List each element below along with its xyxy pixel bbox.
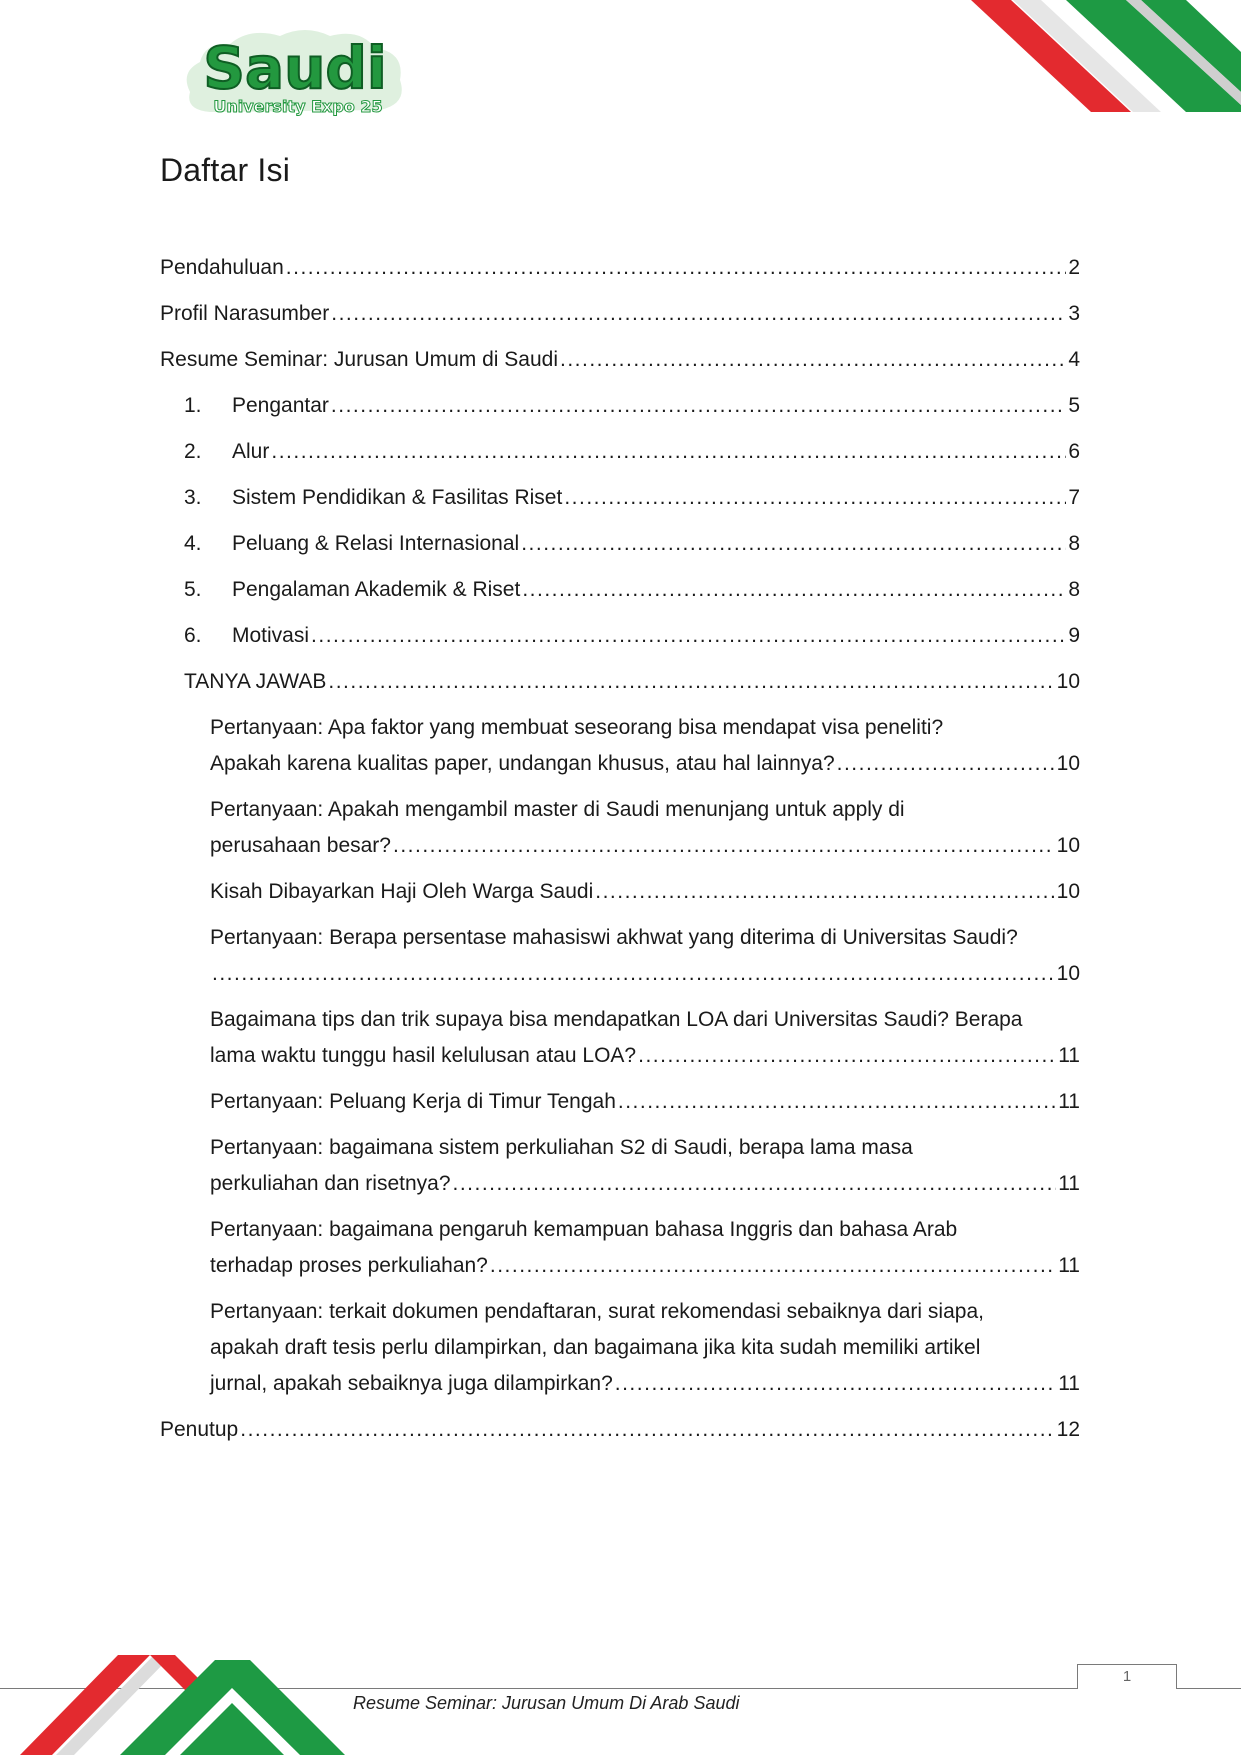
- dot-leader: [560, 342, 1066, 378]
- toc-entry[interactable]: [160, 1212, 1080, 1284]
- dot-leader: [490, 1248, 1056, 1284]
- toc-entry-label-cont: perkuliahan dan risetnya?: [210, 1172, 451, 1195]
- toc-page-number: 10: [1056, 670, 1080, 693]
- toc-entry-label-cont: perusahaan besar?: [210, 834, 391, 857]
- toc-entry-label: Pertanyaan: bagaimana sistem perkuliahan S2 di Saudi, berapa lama masa: [210, 1136, 913, 1159]
- toc-page-number: 11: [1058, 1372, 1080, 1395]
- toc-entry-label: Pertanyaan: Berapa persentase mahasiswi akhwat yang diterima di Universitas Saudi?: [210, 926, 1018, 949]
- toc-entry[interactable]: [160, 1084, 1080, 1120]
- toc-entry-number: 4.: [184, 532, 202, 555]
- logo-word: Saudi: [203, 34, 387, 102]
- table-of-contents: [160, 250, 1080, 1458]
- toc-entry-label: Bagaimana tips dan trik supaya bisa mendapatkan LOA dari Universitas Saudi? Berapa: [210, 1008, 1023, 1031]
- toc-entry[interactable]: [160, 526, 1080, 562]
- toc-entry-label: Peluang & Relasi Internasional: [232, 532, 520, 555]
- toc-entry[interactable]: [160, 710, 1080, 782]
- toc-page-number: 3: [1068, 302, 1080, 325]
- toc-page-number: 2: [1068, 256, 1080, 279]
- toc-entry[interactable]: [160, 920, 1080, 992]
- toc-page-number: 10: [1056, 752, 1080, 775]
- toc-page-number: 10: [1056, 834, 1080, 857]
- toc-page-number: 11: [1058, 1044, 1080, 1067]
- dot-leader: [595, 874, 1054, 910]
- toc-page-number: 11: [1058, 1172, 1080, 1195]
- page-number: 1: [1077, 1664, 1177, 1689]
- toc-entry[interactable]: [160, 618, 1080, 654]
- toc-entry-label: Alur: [232, 440, 270, 463]
- footer-running-title: Resume Seminar: Jurusan Umum Di Arab Saudi: [353, 1693, 740, 1713]
- toc-page-number: 9: [1068, 624, 1080, 647]
- toc-entry-label: Resume Seminar: Jurusan Umum di Saudi: [160, 348, 558, 371]
- dot-leader: [331, 388, 1066, 424]
- toc-page-number: 4: [1068, 348, 1080, 371]
- toc-entry-label-cont: Apakah karena kualitas paper, undangan khusus, atau hal lainnya?: [210, 752, 835, 775]
- toc-entry[interactable]: [160, 664, 1080, 700]
- toc-entry-label: TANYA JAWAB: [184, 670, 327, 693]
- dot-leader: [311, 618, 1066, 654]
- toc-entry-label: Motivasi: [232, 624, 310, 647]
- toc-entry-label-cont: jurnal, apakah sebaiknya juga dilampirkan?: [210, 1372, 613, 1395]
- toc-entry-label-cont: apakah draft tesis perlu dilampirkan, dan bagaimana jika kita sudah memiliki artikel: [210, 1336, 981, 1359]
- toc-entry-label: Pertanyaan: Apakah mengambil master di Saudi menunjang untuk apply di: [210, 798, 905, 821]
- toc-page-number: 10: [1056, 962, 1080, 985]
- toc-entry[interactable]: [160, 1294, 1080, 1402]
- toc-entry-label: Pertanyaan: Peluang Kerja di Timur Tengah: [210, 1090, 616, 1113]
- toc-entry-label: Pengalaman Akademik & Riset: [232, 578, 521, 601]
- toc-entry[interactable]: [160, 250, 1080, 286]
- dot-leader: [212, 956, 1055, 992]
- toc-page-number: 8: [1068, 578, 1080, 601]
- toc-entry-number: 2.: [184, 440, 202, 463]
- toc-entry[interactable]: [160, 434, 1080, 470]
- saudi-university-expo-logo: [180, 22, 410, 122]
- dot-leader: [286, 250, 1067, 286]
- dot-leader: [564, 480, 1066, 516]
- dot-leader: [393, 828, 1055, 864]
- toc-page-number: 11: [1058, 1254, 1080, 1277]
- toc-entry-label: Pertanyaan: terkait dokumen pendaftaran, surat rekomendasi sebaiknya dari siapa,: [210, 1300, 984, 1323]
- bottom-ribbon-decoration: [0, 1655, 360, 1755]
- toc-page-number: 6: [1068, 440, 1080, 463]
- toc-entry[interactable]: [160, 388, 1080, 424]
- toc-entry[interactable]: [160, 296, 1080, 332]
- toc-entry[interactable]: [160, 1412, 1080, 1448]
- toc-entry-number: 1.: [184, 394, 202, 417]
- dot-leader: [837, 746, 1055, 782]
- dot-leader: [331, 296, 1066, 332]
- top-ribbon-decoration: [971, 0, 1241, 112]
- logo-tagline: University Expo 25: [213, 97, 383, 116]
- dot-leader: [328, 664, 1054, 700]
- toc-entry-label: Pendahuluan: [160, 256, 284, 279]
- toc-entry-label: Pertanyaan: bagaimana pengaruh kemampuan bahasa Inggris dan bahasa Arab: [210, 1218, 958, 1241]
- toc-entry-number: 5.: [184, 578, 202, 601]
- toc-page-number: 8: [1068, 532, 1080, 555]
- toc-entry-label: Pengantar: [232, 394, 329, 417]
- toc-entry[interactable]: [160, 874, 1080, 910]
- toc-entry-label: Pertanyaan: Apa faktor yang membuat seseorang bisa mendapat visa peneliti?: [210, 716, 944, 739]
- toc-entry-label: Penutup: [160, 1418, 239, 1441]
- toc-entry[interactable]: [160, 1130, 1080, 1202]
- toc-entry[interactable]: [160, 480, 1080, 516]
- dot-leader: [453, 1166, 1057, 1202]
- toc-entry[interactable]: [160, 572, 1080, 608]
- toc-entry-label-cont: terhadap proses perkuliahan?: [210, 1254, 488, 1277]
- toc-entry-label: Sistem Pendidikan & Fasilitas Riset: [232, 486, 563, 509]
- toc-entry-label-cont: lama waktu tunggu hasil kelulusan atau LOA?: [210, 1044, 637, 1067]
- toc-page-number: 12: [1056, 1418, 1080, 1441]
- dot-leader: [240, 1412, 1054, 1448]
- dot-leader: [522, 572, 1066, 608]
- dot-leader: [615, 1366, 1056, 1402]
- toc-title: Daftar Isi: [160, 152, 291, 188]
- toc-page-number: 5: [1068, 394, 1080, 417]
- dot-leader: [521, 526, 1066, 562]
- toc-entry-label: Profil Narasumber: [160, 302, 330, 325]
- toc-entry[interactable]: [160, 792, 1080, 864]
- toc-entry-number: 3.: [184, 486, 202, 509]
- toc-page-number: 11: [1058, 1090, 1080, 1113]
- dot-leader: [271, 434, 1066, 470]
- toc-entry-label: Kisah Dibayarkan Haji Oleh Warga Saudi: [210, 880, 594, 903]
- dot-leader: [638, 1038, 1056, 1074]
- toc-entry[interactable]: [160, 1002, 1080, 1074]
- dot-leader: [618, 1084, 1056, 1120]
- toc-entry[interactable]: [160, 342, 1080, 378]
- toc-entry-number: 6.: [184, 624, 202, 647]
- toc-page-number: 10: [1056, 880, 1080, 903]
- toc-page-number: 7: [1068, 486, 1080, 509]
